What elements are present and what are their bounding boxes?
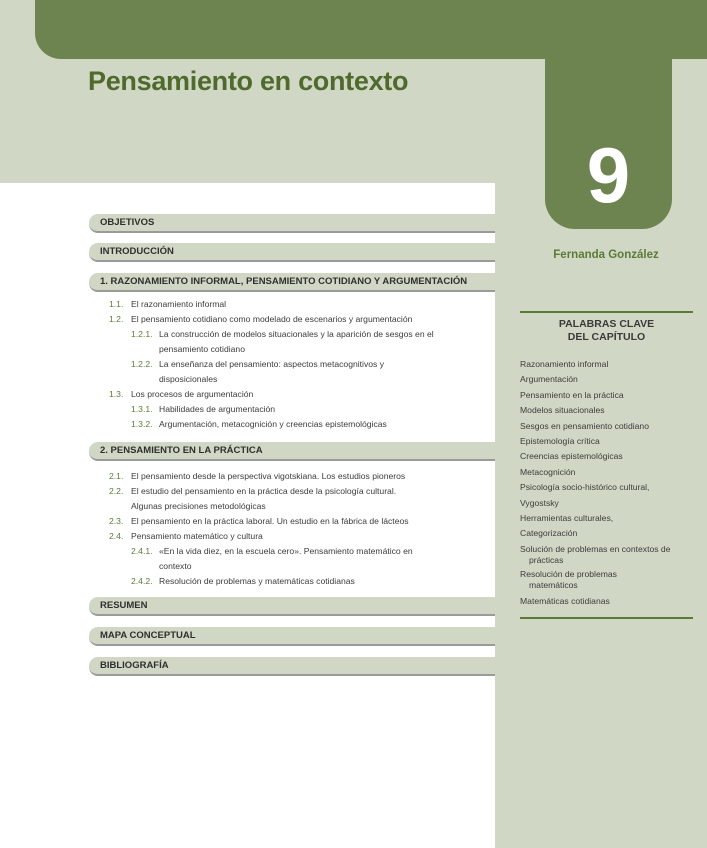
keyword-item: Creencias epistemológicas <box>520 451 623 462</box>
keyword-item: Metacognición <box>520 466 576 477</box>
keyword-item: Razonamiento informal <box>520 359 609 369</box>
toc-entry[interactable] <box>0 312 495 327</box>
toc-number: 1.3.1. <box>131 404 153 414</box>
toc-entry[interactable] <box>0 514 495 529</box>
section-resumen[interactable]: RESUMEN <box>89 597 495 616</box>
toc-text: Habilidades de argumentación <box>159 404 276 414</box>
section-objetivos[interactable]: OBJETIVOS <box>89 214 495 233</box>
toc-number: 2.4. <box>109 531 124 541</box>
section-1[interactable]: 1. RAZONAMIENTO INFORMAL, PENSAMIENTO COTIDIANO Y ARGUMENTACIÓN <box>89 273 495 292</box>
toc-entry[interactable] <box>0 544 495 574</box>
toc-section-2 <box>0 469 495 589</box>
toc-text-cont: contexto <box>159 561 192 571</box>
toc-text: El pensamiento en la práctica laboral. Un estudio en la fábrica de lácteos <box>131 516 409 526</box>
keyword-item: Sesgos en pensamiento cotidiano <box>520 420 649 431</box>
toc-section-1 <box>0 297 495 432</box>
keyword-item: Modelos situacionales <box>520 405 605 416</box>
toc-text: El pensamiento cotidiano como modelado de escenarios y argumentación <box>131 314 413 324</box>
keyword-item: Psicología socio-histórico cultural, <box>520 482 650 493</box>
toc-text: El estudio del pensamiento en la práctica desde la psicología cultural. <box>131 486 397 496</box>
toc-number: 1.1. <box>109 299 124 309</box>
toc-number: 2.4.2. <box>131 576 153 586</box>
toc-number: 2.4.1. <box>131 546 153 556</box>
keywords-title-line1: PALABRAS CLAVE <box>558 318 655 330</box>
keyword-item: Matemáticas cotidianas <box>520 595 610 606</box>
keyword-item: Solución de problemas en contextos de prácticas <box>520 543 671 566</box>
toc-text: Resolución de problemas y matemáticas cotidianas <box>159 576 355 586</box>
keyword-item: Vygostsky <box>520 497 559 508</box>
toc-text: Los procesos de argumentación <box>131 389 254 399</box>
toc-text: La construcción de modelos situacionales y la aparición de sesgos en el <box>159 329 434 339</box>
toc-entry[interactable] <box>0 402 495 417</box>
toc-text: Argumentación, metacognición y creencias epistemológicas <box>159 419 387 429</box>
toc-number: 1.3.2. <box>131 419 153 429</box>
toc-text: El pensamiento desde la perspectiva vigotskiana. Los estudios pioneros <box>131 471 406 481</box>
toc-entry[interactable] <box>0 417 495 432</box>
toc-text-cont: pensamiento cotidiano <box>159 344 245 354</box>
toc-text: La enseñanza del pensamiento: aspectos metacognitivos y <box>159 359 385 369</box>
keyword-item: Pensamiento en la práctica <box>520 389 624 400</box>
keyword-item: Herramientas culturales, <box>520 513 614 524</box>
toc-entry[interactable] <box>0 484 495 514</box>
toc-entry[interactable] <box>0 357 495 387</box>
section-bibliografia[interactable]: BIBLIOGRAFÍA <box>89 657 495 676</box>
toc-number: 1.2.2. <box>131 359 153 369</box>
chapter-title: Pensamiento en contexto <box>88 66 409 96</box>
toc-entry[interactable] <box>0 469 495 484</box>
keyword-item: Argumentación <box>520 374 578 385</box>
toc-number: 1.2.1. <box>131 329 153 339</box>
toc-text: El razonamiento informal <box>131 299 227 309</box>
keywords-title-line2: DEL CAPÍTULO <box>567 331 646 343</box>
toc-entry[interactable] <box>0 327 495 357</box>
section-mapa-conceptual[interactable]: MAPA CONCEPTUAL <box>89 627 495 646</box>
chapter-author: Fernanda González <box>553 249 659 261</box>
toc-text: «En la vida diez, en la escuela cero». Pensamiento matemático en <box>159 546 413 556</box>
keywords-panel <box>520 311 693 619</box>
section-2[interactable]: 2. PENSAMIENTO EN LA PRÁCTICA <box>89 442 495 461</box>
chapter-number: 9 <box>586 131 631 219</box>
keywords-list <box>520 357 693 609</box>
toc-text-cont: Algunas precisiones metodológicas <box>131 501 266 511</box>
keyword-item: Resolución de problemas matemáticos <box>520 568 617 591</box>
toc-text-cont: disposicionales <box>159 374 218 384</box>
toc-number: 1.2. <box>109 314 124 324</box>
toc-entry[interactable] <box>0 574 495 589</box>
toc-number: 1.3. <box>109 389 124 399</box>
toc-number: 2.2. <box>109 486 124 496</box>
toc-number: 2.3. <box>109 516 124 526</box>
keyword-item: Categorización <box>520 528 578 539</box>
toc-number: 2.1. <box>109 471 124 481</box>
keyword-item: Epistemología crítica <box>520 436 600 447</box>
toc-text: Pensamiento matemático y cultura <box>131 531 263 541</box>
toc-entry[interactable] <box>0 297 495 312</box>
toc-entry[interactable] <box>0 529 495 544</box>
keywords-title <box>520 318 693 344</box>
toc-entry[interactable] <box>0 387 495 402</box>
section-introduccion[interactable]: INTRODUCCIÓN <box>89 243 495 262</box>
